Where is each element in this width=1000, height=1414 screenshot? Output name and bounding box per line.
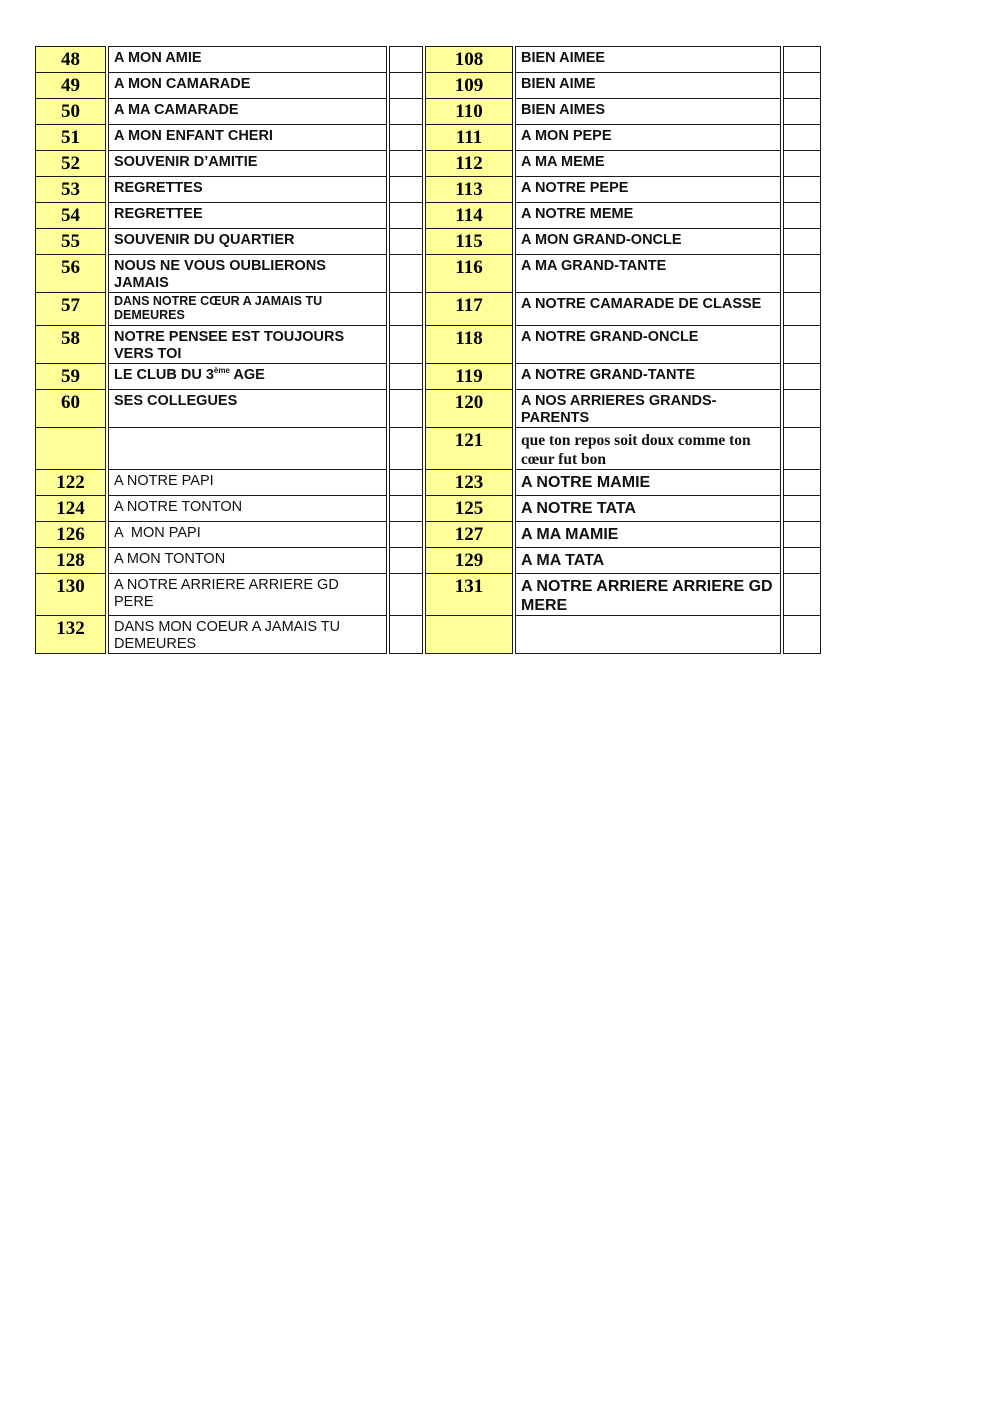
table-row — [35, 428, 821, 470]
selection-box[interactable] — [783, 364, 821, 390]
selection-box[interactable] — [783, 293, 821, 326]
item-number: 57 — [35, 293, 106, 326]
item-number: 127 — [425, 522, 513, 548]
item-number: 59 — [35, 364, 106, 390]
table-row — [35, 99, 821, 125]
item-number: 122 — [35, 470, 106, 496]
item-number: 121 — [425, 428, 513, 470]
selection-box[interactable] — [389, 203, 423, 229]
table-row — [35, 548, 821, 574]
selection-box[interactable] — [783, 390, 821, 428]
item-label: A NOTRE ARRIERE ARRIERE GD MERE — [515, 574, 781, 616]
item-number: 56 — [35, 255, 106, 293]
item-number: 125 — [425, 496, 513, 522]
selection-box[interactable] — [389, 470, 423, 496]
item-label: A NOTRE PAPI — [108, 470, 387, 496]
item-label: SES COLLEGUES — [108, 390, 387, 428]
table-row — [35, 46, 821, 73]
selection-box[interactable] — [783, 428, 821, 470]
item-number: 52 — [35, 151, 106, 177]
item-number: 58 — [35, 326, 106, 364]
item-label: A MON AMIE — [108, 46, 387, 73]
item-label: que ton repos soit doux comme ton cœur fut bon — [515, 428, 781, 470]
inscription-table — [33, 46, 823, 654]
selection-box[interactable] — [389, 428, 423, 470]
item-label: REGRETTEE — [108, 203, 387, 229]
table-row — [35, 496, 821, 522]
table-row — [35, 574, 821, 616]
selection-box[interactable] — [783, 522, 821, 548]
item-label: DANS NOTRE CŒUR A JAMAIS TU DEMEURES — [108, 293, 387, 326]
selection-box[interactable] — [389, 151, 423, 177]
selection-box[interactable] — [389, 46, 423, 73]
item-number: 113 — [425, 177, 513, 203]
item-label: BIEN AIMES — [515, 99, 781, 125]
item-label: SOUVENIR DU QUARTIER — [108, 229, 387, 255]
item-number: 129 — [425, 548, 513, 574]
item-label: A MON GRAND-ONCLE — [515, 229, 781, 255]
table-row — [35, 255, 821, 293]
selection-box[interactable] — [783, 125, 821, 151]
item-number: 123 — [425, 470, 513, 496]
item-number: 116 — [425, 255, 513, 293]
selection-box[interactable] — [389, 293, 423, 326]
item-label: A MA GRAND-TANTE — [515, 255, 781, 293]
item-number: 126 — [35, 522, 106, 548]
item-label: NOTRE PENSEE EST TOUJOURS VERS TOI — [108, 326, 387, 364]
item-label: SOUVENIR D’AMITIE — [108, 151, 387, 177]
item-number: 110 — [425, 99, 513, 125]
item-number — [35, 428, 106, 470]
item-label: LE CLUB DU 3ème AGE — [108, 364, 387, 390]
item-label: A MON PAPI — [108, 522, 387, 548]
item-label: REGRETTES — [108, 177, 387, 203]
table-row — [35, 326, 821, 364]
item-label: A NOTRE PEPE — [515, 177, 781, 203]
item-number: 48 — [35, 46, 106, 73]
table-row — [35, 470, 821, 496]
item-number: 132 — [35, 616, 106, 654]
table-row — [35, 390, 821, 428]
selection-box[interactable] — [389, 574, 423, 616]
table-row — [35, 616, 821, 654]
item-number: 60 — [35, 390, 106, 428]
selection-box[interactable] — [783, 548, 821, 574]
item-number: 128 — [35, 548, 106, 574]
selection-box[interactable] — [783, 177, 821, 203]
selection-box[interactable] — [389, 73, 423, 99]
selection-box[interactable] — [783, 229, 821, 255]
selection-box[interactable] — [783, 326, 821, 364]
item-number: 124 — [35, 496, 106, 522]
selection-box[interactable] — [389, 548, 423, 574]
selection-box[interactable] — [389, 177, 423, 203]
selection-box[interactable] — [389, 99, 423, 125]
table-row — [35, 364, 821, 390]
selection-box[interactable] — [389, 125, 423, 151]
table-row — [35, 177, 821, 203]
selection-box[interactable] — [783, 151, 821, 177]
item-number: 118 — [425, 326, 513, 364]
item-label: A MON ENFANT CHERI — [108, 125, 387, 151]
selection-box[interactable] — [783, 574, 821, 616]
item-number: 117 — [425, 293, 513, 326]
item-label: A NOTRE TONTON — [108, 496, 387, 522]
table-row — [35, 73, 821, 99]
selection-box[interactable] — [389, 364, 423, 390]
item-label: A MA MAMIE — [515, 522, 781, 548]
selection-box[interactable] — [389, 326, 423, 364]
selection-box[interactable] — [783, 203, 821, 229]
item-number: 114 — [425, 203, 513, 229]
item-number: 54 — [35, 203, 106, 229]
item-label: A MA MEME — [515, 151, 781, 177]
item-number: 109 — [425, 73, 513, 99]
item-label: A MA TATA — [515, 548, 781, 574]
item-number: 131 — [425, 574, 513, 616]
item-number: 53 — [35, 177, 106, 203]
selection-box[interactable] — [389, 496, 423, 522]
selection-box[interactable] — [783, 46, 821, 73]
table-row — [35, 125, 821, 151]
item-label: A NOTRE TATA — [515, 496, 781, 522]
item-label: A NOTRE MAMIE — [515, 470, 781, 496]
item-label: A MON PEPE — [515, 125, 781, 151]
item-label: DANS MON COEUR A JAMAIS TU DEMEURES — [108, 616, 387, 654]
item-label: A NOTRE CAMARADE DE CLASSE — [515, 293, 781, 326]
selection-box[interactable] — [783, 99, 821, 125]
selection-box[interactable] — [783, 616, 821, 654]
selection-box[interactable] — [783, 73, 821, 99]
item-label: A NOTRE GRAND-TANTE — [515, 364, 781, 390]
item-number: 51 — [35, 125, 106, 151]
item-number — [425, 616, 513, 654]
item-label: NOUS NE VOUS OUBLIERONS JAMAIS — [108, 255, 387, 293]
table-row — [35, 203, 821, 229]
item-label: A NOTRE ARRIERE ARRIERE GD PERE — [108, 574, 387, 616]
item-label: A NOS ARRIERES GRANDS-PARENTS — [515, 390, 781, 428]
item-number: 119 — [425, 364, 513, 390]
item-label: A NOTRE GRAND-ONCLE — [515, 326, 781, 364]
item-label: BIEN AIME — [515, 73, 781, 99]
selection-box[interactable] — [389, 616, 423, 654]
item-label — [108, 428, 387, 470]
table-row — [35, 151, 821, 177]
item-number: 130 — [35, 574, 106, 616]
item-label: A MON CAMARADE — [108, 73, 387, 99]
item-number: 115 — [425, 229, 513, 255]
item-number: 120 — [425, 390, 513, 428]
item-label — [515, 616, 781, 654]
item-number: 49 — [35, 73, 106, 99]
selection-box[interactable] — [783, 255, 821, 293]
selection-box[interactable] — [783, 470, 821, 496]
table-row — [35, 229, 821, 255]
item-label: A NOTRE MEME — [515, 203, 781, 229]
selection-box[interactable] — [389, 390, 423, 428]
table-row — [35, 293, 821, 326]
item-number: 112 — [425, 151, 513, 177]
selection-box[interactable] — [389, 255, 423, 293]
item-label: A MON TONTON — [108, 548, 387, 574]
item-number: 108 — [425, 46, 513, 73]
table-row — [35, 522, 821, 548]
item-number: 111 — [425, 125, 513, 151]
selection-box[interactable] — [783, 496, 821, 522]
item-label: BIEN AIMEE — [515, 46, 781, 73]
item-number: 50 — [35, 99, 106, 125]
selection-box[interactable] — [389, 229, 423, 255]
item-label: A MA CAMARADE — [108, 99, 387, 125]
selection-box[interactable] — [389, 522, 423, 548]
item-number: 55 — [35, 229, 106, 255]
